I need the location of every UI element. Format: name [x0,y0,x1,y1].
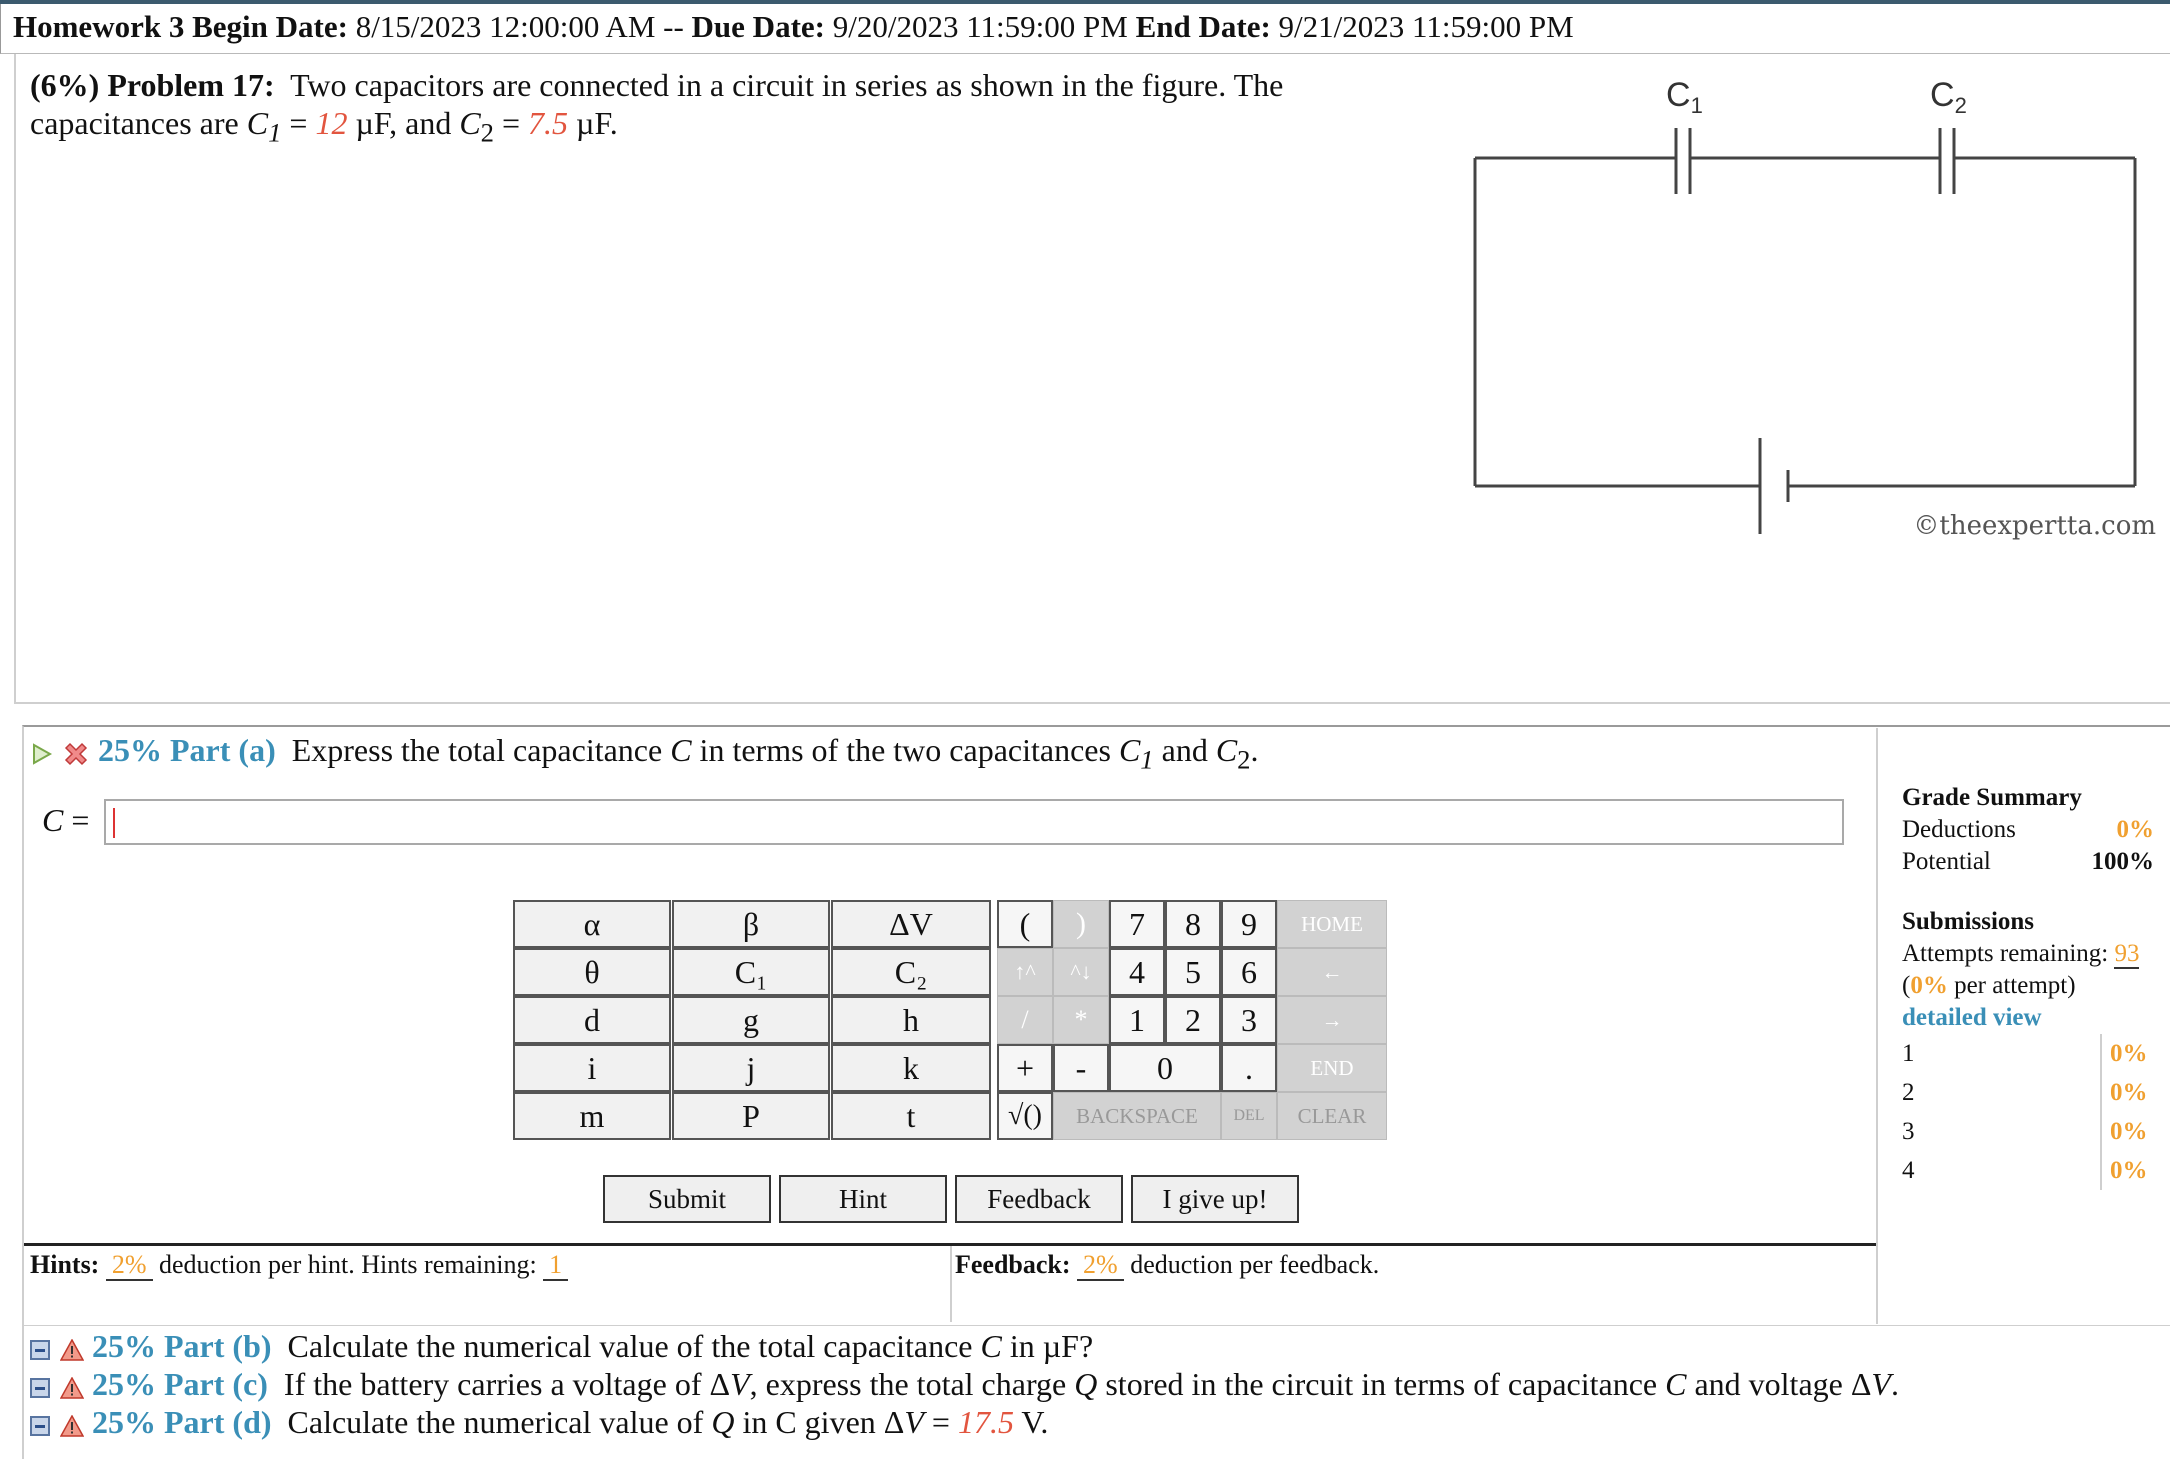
deductions-label: Deductions [1902,816,2016,843]
key-3[interactable]: 3 [1221,996,1277,1044]
due-date-value: 9/20/2023 11:59:00 PM [832,9,1128,44]
part-c-text3: stored in the circuit in terms of capacitance [1097,1366,1666,1402]
part-c-var3: C [1665,1366,1687,1402]
warning-icon [60,1339,84,1361]
copyright-text: ©theexpertta.com [1913,511,2156,541]
potential-value: 100% [2091,848,2154,875]
key-9[interactable]: 9 [1221,900,1277,948]
c2-value: 7.5 [528,105,569,141]
attempt-row [1902,1151,2154,1190]
part-d-text: Calculate the numerical value of [287,1404,712,1440]
key-p[interactable]: P [672,1092,830,1140]
part-c-name: Part (c) [164,1366,268,1402]
part-d-name: Part (d) [164,1404,272,1440]
part-b-row[interactable] [30,1327,1899,1365]
key-g[interactable]: g [672,996,830,1044]
part-d-voltage-value: 17.5 [957,1404,1014,1440]
key-alpha[interactable]: α [513,900,671,948]
due-date-label: Due Date: [691,9,825,44]
q-c1-sub: 1 [1140,744,1154,775]
attempt-value: 0% [2100,1034,2154,1073]
attempt-value: 0% [2100,1112,2154,1151]
hints-remaining: 1 [543,1250,568,1281]
end-date-value: 9/21/2023 11:59:00 PM [1278,9,1574,44]
part-c-row[interactable] [30,1365,1899,1403]
hints-label: Hints: [30,1250,100,1279]
begin-date-label: Begin Date: [192,9,348,44]
answer-input[interactable] [104,799,1844,845]
key-multiply[interactable]: * [1053,996,1109,1044]
equals-sign: = [493,105,529,141]
part-c-var2: Q [1074,1366,1098,1402]
warning-icon [60,1377,84,1399]
expand-icon[interactable] [30,1416,50,1436]
q-c1-symbol: C [1118,732,1141,768]
attempt-row [1902,1073,2154,1112]
attempt-number: 2 [1902,1079,1915,1106]
part-d-row[interactable] [30,1403,1899,1441]
q-and-text: and [1153,732,1216,768]
key-7[interactable]: 7 [1109,900,1165,948]
attempt-value: 0% [2100,1151,2154,1190]
incorrect-x-icon [62,740,90,768]
attempt-row [1902,1112,2154,1151]
per-attempt-open: ( [1902,972,1911,999]
part-b-text2: in µF? [1001,1328,1094,1364]
submit-button[interactable]: Submit [603,1175,771,1223]
homework-header [0,4,2170,54]
header-separator: -- [663,9,684,44]
key-clear[interactable]: CLEAR [1277,1092,1387,1140]
key-theta[interactable]: θ [513,948,671,996]
per-attempt-text: per attempt) [1947,972,2076,999]
hint-button[interactable]: Hint [779,1175,947,1223]
key-open-paren[interactable]: ( [997,900,1053,948]
q-mid-text: in terms of the two capacitances [691,732,1119,768]
key-c1[interactable]: C₁ [672,948,830,996]
detailed-view-link[interactable]: detailed view [1902,1004,2042,1031]
key-right-arrow[interactable]: → [1277,996,1387,1044]
part-d-percent: 25% [92,1404,156,1440]
feedback-button[interactable]: Feedback [955,1175,1123,1223]
part-a-header [30,730,1258,779]
other-parts-list [30,1327,1899,1441]
part-c-var: V [730,1366,750,1402]
key-plus[interactable]: + [997,1044,1053,1092]
grade-summary [1902,782,2154,1190]
expand-icon[interactable] [30,1340,50,1360]
hint-deduction: 2% [106,1250,153,1281]
part-b-text: Calculate the numerical value of the total capacitance [287,1328,981,1364]
part-a-question: Express the total capacitance [291,732,671,768]
problem-text-line1: Two capacitors are connected in a circuit in series as shown in the figure. The [290,67,1284,103]
circuit-diagram [1470,72,2160,552]
key-2[interactable]: 2 [1165,996,1221,1044]
c1-value: 12 [315,105,348,141]
part-a-percent: 25% [98,732,162,768]
key-5[interactable]: 5 [1165,948,1221,996]
q-c2-sub: 2 [1237,744,1251,775]
problem-weight: (6%) [30,67,100,103]
key-d[interactable]: d [513,996,671,1044]
attempts-label: Attempts remaining: [1902,940,2109,967]
problem-title: Problem 17: [107,67,275,103]
key-down-caret[interactable]: ^↓ [1053,948,1109,996]
potential-label: Potential [1902,848,1991,875]
key-8[interactable]: 8 [1165,900,1221,948]
key-6[interactable]: 6 [1221,948,1277,996]
key-j[interactable]: j [672,1044,830,1092]
play-triangle-icon[interactable] [30,742,54,766]
problem-text-line2: capacitances are [30,105,247,141]
c2-unit: µF. [568,105,618,141]
hints-info [30,1250,568,1280]
attempts-value: 93 [2114,940,2140,967]
part-c-var4: V [1871,1366,1891,1402]
feedback-text: deduction per feedback. [1130,1250,1380,1279]
c2-subscript: 2 [480,117,494,148]
q-end: . [1250,732,1259,768]
expand-icon[interactable] [30,1378,50,1398]
part-d-var: Q [711,1404,735,1440]
end-date-label: End Date: [1135,9,1271,44]
part-d-text3: = [923,1404,958,1440]
key-decimal[interactable]: . [1221,1044,1277,1092]
feedback-divider [950,1246,952,1322]
c2-figure-label: $C_2$ [1930,76,1967,118]
part-b-name: Part (b) [164,1328,272,1364]
feedback-label: Feedback: [955,1250,1071,1279]
hints-text: deduction per hint. Hints remaining: [159,1250,537,1279]
key-k[interactable]: k [831,1044,991,1092]
part-b-var: C [980,1328,1002,1364]
key-backspace[interactable]: BACKSPACE [1053,1092,1221,1140]
key-4[interactable]: 4 [1109,948,1165,996]
text-cursor [113,808,115,838]
equals-sign: = [281,105,316,141]
grade-summary-title: Grade Summary [1902,784,2082,811]
homework-title: Homework 3 [13,9,185,44]
c1-unit: µF, and [347,105,460,141]
part-a-name: Part (a) [170,732,276,768]
key-0[interactable]: 0 [1109,1044,1221,1092]
c2-symbol: C [459,105,481,141]
attempt-number: 4 [1902,1157,1915,1184]
part-c-percent: 25% [92,1366,156,1402]
warning-icon [60,1415,84,1437]
key-up-caret[interactable]: ↑^ [997,948,1053,996]
problem-statement [30,66,1350,151]
feedback-deduction: 2% [1077,1250,1124,1281]
part-d-var2: V [904,1404,924,1440]
key-delta-v[interactable]: ΔV [831,900,991,948]
part-c-text: If the battery carries a voltage of Δ [283,1366,731,1402]
give-up-button[interactable]: I give up! [1131,1175,1299,1223]
submissions-title: Submissions [1902,908,2035,935]
key-left-arrow[interactable]: ← [1277,948,1387,996]
key-c2[interactable]: C₂ [831,948,991,996]
per-attempt-value: 0% [1910,972,1948,999]
key-i[interactable]: i [513,1044,671,1092]
part-c-text2: , express the total charge [749,1366,1075,1402]
key-sqrt[interactable]: √() [997,1092,1053,1140]
part-d-text4: V. [1013,1404,1049,1440]
c1-symbol: C [246,105,269,141]
key-end[interactable]: END [1277,1044,1387,1092]
part-c-text4: and voltage Δ [1686,1366,1872,1402]
feedback-info [955,1250,1379,1280]
key-beta[interactable]: β [672,900,830,948]
attempt-number: 1 [1902,1040,1915,1067]
key-close-paren[interactable]: ) [1053,900,1109,948]
attempt-number: 3 [1902,1118,1915,1145]
c1-subscript: 1 [268,117,282,148]
part-c-text5: . [1890,1366,1899,1402]
key-del[interactable]: DEL [1221,1092,1277,1140]
key-home[interactable]: HOME [1277,900,1387,948]
key-m[interactable]: m [513,1092,671,1140]
key-1[interactable]: 1 [1109,996,1165,1044]
part-b-percent: 25% [92,1328,156,1364]
sidebar-divider [1876,728,1878,1324]
key-t[interactable]: t [831,1092,991,1140]
begin-date-value: 8/15/2023 12:00:00 AM [355,9,656,44]
deductions-value: 0% [2116,816,2154,843]
key-h[interactable]: h [831,996,991,1044]
answer-label: C = [42,802,90,838]
c1-figure-label: $C_1$ [1666,76,1703,118]
part-d-text2: in C given Δ [734,1404,905,1440]
key-minus[interactable]: - [1053,1044,1109,1092]
attempt-value: 0% [2100,1073,2154,1112]
q-c-symbol: C [670,732,692,768]
q-c2-symbol: C [1215,732,1238,768]
key-divide[interactable]: / [997,996,1053,1044]
attempt-row [1902,1034,2154,1073]
